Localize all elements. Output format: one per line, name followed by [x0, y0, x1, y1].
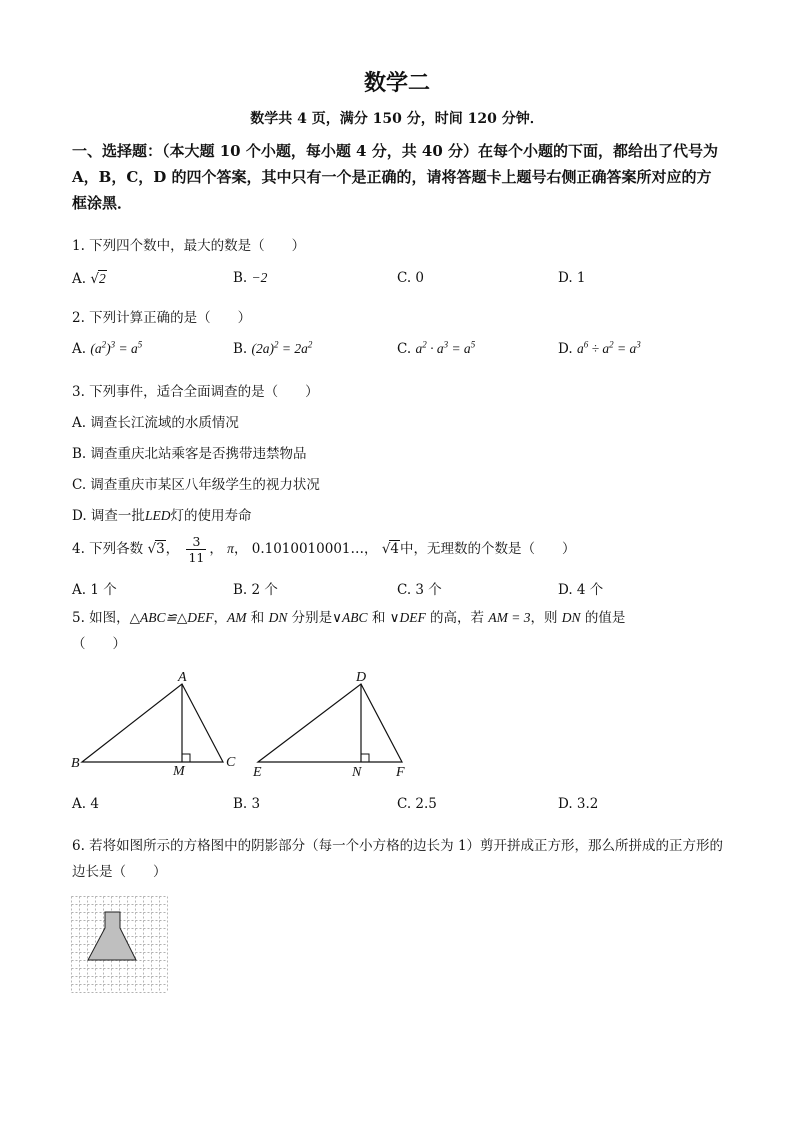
question-2-stem: 2. 下列计算正确的是（ ）: [72, 310, 252, 326]
section-heading: 一、选择题：（本大题 10 个小题，每小题 4 分，共 40 分）在每个小题的下面，都给出了代号为 A，B，C，D 的四个答案，其中只有一个是正确的，请将答题卡上题号右侧正确答案所对应的方框涂黑．: [72, 142, 719, 212]
label-c: C: [226, 755, 236, 770]
shaded-shape: [88, 912, 136, 960]
question-2-option-b: B. $(2a)^2 = 2a^2$: [233, 339, 313, 357]
question-1-option-b: B. −2: [233, 270, 268, 286]
question-2-option-c: C. $a^2 \cdot a^3 = a^5$: [397, 339, 476, 357]
label-d: D: [356, 670, 367, 685]
question-4-option-c: C. 3 个: [397, 582, 442, 598]
question-4-option-d: D. 4 个: [558, 582, 604, 598]
page-title: 数学二: [363, 70, 430, 96]
question-5-option-c: C. 2.5: [397, 796, 437, 812]
fraction: $\frac{3}{11}$: [188, 534, 205, 565]
label-e: E: [253, 765, 262, 780]
question-4-stem: 4. 下列各数 √3， $\frac{3}{11}$ ， π， 0.1010010001…， √4中，无理数的个数是（ ）: [72, 534, 576, 565]
exam-info: 数学共 4 页，满分 150 分，时间 120 分钟．: [250, 111, 544, 127]
question-2-option-d: D. $a^6 \div a^2 = a^3$: [558, 339, 641, 357]
question-1-stem: 1. 下列四个数中，最大的数是（ ）: [72, 238, 306, 254]
question-6-stem: 6. 若将如图所示的方格图中的阴影部分（每一个小方格的边长为 1）剪开拼成正方形，那么所拼成的正方形的边长是（ ）: [72, 838, 724, 880]
question-4-option-a: A. 1 个: [72, 582, 117, 598]
question-3-option-a: A. 调查长江流域的水质情况: [72, 415, 239, 431]
sqrt-icon: √2: [90, 271, 106, 287]
question-5-option-d: D. 3.2: [558, 796, 599, 812]
grid-figure: [71, 896, 171, 994]
label-m: M: [173, 764, 185, 779]
question-1-option-a: A. √2: [72, 271, 106, 287]
question-3-option-c: C. 调查重庆市某区八年级学生的视力状况: [72, 477, 320, 493]
question-5-option-a: A. 4: [72, 796, 99, 812]
label-b: B: [71, 756, 80, 771]
question-5-option-b: B. 3: [233, 796, 261, 812]
question-1-option-c: C. 0: [397, 270, 425, 286]
question-3-option-d: D. 调查一批LED灯的使用寿命: [72, 508, 252, 524]
question-3-stem: 3. 下列事件，适合全面调查的是（ ）: [72, 384, 319, 400]
question-2-option-a: A. $(a^2)^3 = a^5$: [72, 339, 143, 357]
label-n: N: [352, 765, 362, 780]
question-5-stem: 5. 如图，△ABC≌△DEF，AM 和 DN 分别是∨ABC 和 ∨DEF 的高，若 AM = 3，则 DN 的值是 （ ）: [72, 610, 626, 652]
triangles-figure: [60, 668, 420, 783]
triangle-def: [258, 684, 402, 762]
question-3-option-b: B. 调查重庆北站乘客是否携带违禁物品: [72, 446, 307, 462]
label-a: A: [178, 670, 187, 685]
label-f: F: [396, 765, 405, 780]
triangle-abc: [82, 684, 223, 762]
question-4-option-b: B. 2 个: [233, 582, 278, 598]
question-1-option-d: D. 1: [558, 270, 586, 286]
